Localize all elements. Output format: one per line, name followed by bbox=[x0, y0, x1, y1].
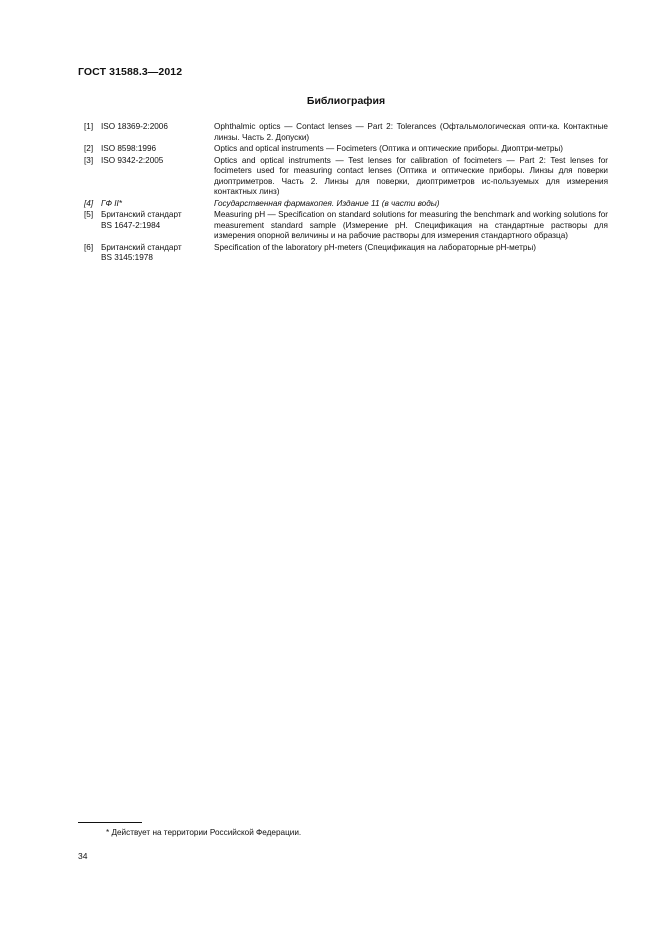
entry-number: [1] bbox=[84, 122, 94, 131]
entry-source-line: ГФ II* bbox=[101, 198, 122, 208]
bibliography-entry-2 bbox=[84, 144, 608, 155]
entry-source bbox=[101, 144, 214, 155]
entry-description: Optics and optical instruments — Test lenses for calibration of focimeters — Part 2: Test lenses for focimeters used for measuring contact lenses (Оптика и оптические приборы. Линзы для поверки диоптриметров. Часть 2. Линзы для поверки, диоптриметров ис-пользуемых для измерения контактных линз) bbox=[214, 155, 608, 196]
entry-description: Государственная фармакопея. Издание 11 (в части воды) bbox=[214, 198, 440, 208]
entry-source bbox=[101, 156, 214, 198]
entry-source-line: ISO 8598:1996 bbox=[101, 144, 157, 153]
entry-source-line: BS 3145:1978 bbox=[101, 253, 153, 262]
entry-source bbox=[101, 243, 214, 264]
page-number: 34 bbox=[78, 851, 88, 861]
entry-number: [5] bbox=[84, 210, 94, 219]
bibliography-list bbox=[84, 122, 608, 265]
bibliography-entry-3 bbox=[84, 156, 608, 198]
entry-source-line: ISO 18369-2:2006 bbox=[101, 122, 168, 131]
entry-description: Measuring pH — Specification on standard solutions for measuring the benchmark and working solutions for measurement standard sample (Измерение pH. Спецификация на стандартные растворы для измерения опорной величины и на рабочие растворы для измерения стандартного образца) bbox=[214, 210, 608, 240]
entry-source bbox=[101, 122, 214, 143]
entry-source-line: BS 1647-2:1984 bbox=[101, 220, 161, 230]
bibliography-entry-4 bbox=[84, 199, 608, 210]
entry-description: Specification of the laboratory pH-meters (Спецификация на лабораторные pH-метры) bbox=[214, 242, 536, 252]
entry-source bbox=[101, 199, 214, 210]
section-title: Библиография bbox=[306, 95, 386, 107]
entry-source bbox=[101, 210, 214, 242]
bibliography-entry-6 bbox=[84, 243, 608, 264]
entry-source-line: Британский стандарт bbox=[101, 210, 182, 219]
entry-number: [6] bbox=[84, 242, 94, 252]
bibliography-entry-5 bbox=[84, 210, 608, 242]
entry-description: Ophthalmic optics — Contact lenses — Part 2: Tolerances (Офтальмологическая опти-ка. Контактные линзы. Часть 2. Допуски) bbox=[214, 122, 608, 142]
entry-source-line: Британский стандарт bbox=[101, 242, 182, 252]
entry-description: Optics and optical instruments — Focimeters (Оптика и оптические приборы. Диоптри-метры) bbox=[214, 144, 563, 153]
bibliography-entry-1 bbox=[84, 122, 608, 143]
entry-number: [3] bbox=[84, 155, 94, 165]
entry-source-line: ISO 9342-2:2005 bbox=[101, 155, 164, 165]
standard-header: ГОСТ 31588.3—2012 bbox=[78, 66, 183, 78]
entry-number: [2] bbox=[84, 144, 94, 153]
footnote: * Действует на территории Российской Федерации. bbox=[106, 828, 302, 837]
entry-number: [4] bbox=[84, 198, 94, 208]
footnote-divider bbox=[78, 822, 142, 823]
